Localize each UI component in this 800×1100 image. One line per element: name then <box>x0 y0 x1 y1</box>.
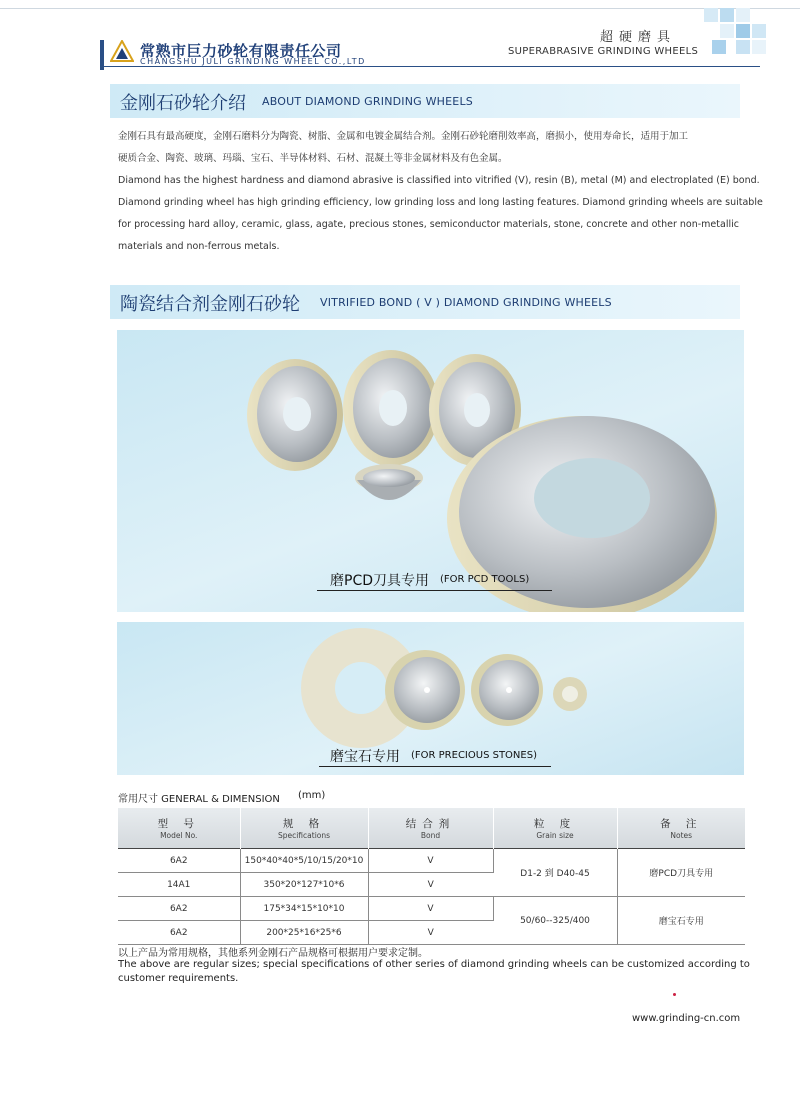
website-link[interactable]: www.grinding-cn.com <box>632 1013 741 1024</box>
company-name-cn: 常熟市巨力砂轮有限责任公司 <box>140 42 342 60</box>
table-header-row <box>118 808 745 849</box>
cell-spec: 150*40*40*5/10/15/20*10 <box>240 849 368 873</box>
pcd-wheels-illustration <box>117 330 744 612</box>
header-grain: 粒 度 Grain size <box>493 808 617 849</box>
footer-note-en: The above are regular sizes; special specifications of other series of diamond grinding wheels can be customized according to customer requirements. <box>118 959 750 984</box>
category-en: SUPERABRASIVE GRINDING WHEELS <box>508 46 699 57</box>
cell-spec: 175*34*15*10*10 <box>240 897 368 921</box>
cell-model: 6A2 <box>118 921 240 945</box>
photo-precious-stones <box>117 622 744 775</box>
company-name-en: CHANGSHU JULI GRINDING WHEEL CO.,LTD <box>140 57 366 66</box>
photo2-caption-rule <box>319 766 551 767</box>
about-text-cn-2: 硬质合金、陶瓷、玻璃、玛瑙、宝石、半导体材料、石材、混凝土等非金属材料及有色金属。 <box>118 153 508 164</box>
photo1-caption-rule <box>317 590 552 591</box>
cell-spec: 200*25*16*25*6 <box>240 921 368 945</box>
cell-notes-1: 磨PCD刀具专用 <box>617 849 745 897</box>
category-cn: 超硬磨具 <box>600 30 677 45</box>
cell-grain-1: D1-2 到 D40-45 <box>493 849 617 897</box>
photo1-caption-en: (FOR PCD TOOLS) <box>440 574 530 585</box>
section-vitrified-header <box>110 285 740 319</box>
header-bond: 结合剂 Bond <box>368 808 493 849</box>
cell-spec: 350*20*127*10*6 <box>240 873 368 897</box>
header-rule <box>100 66 760 67</box>
cell-grain-2: 50/60--325/400 <box>493 897 617 945</box>
photo2-caption-en: (FOR PRECIOUS STONES) <box>411 750 537 761</box>
table-title: 常用尺寸 GENERAL & DIMENSION <box>118 794 280 805</box>
about-text-en-4: materials and non-ferrous metals. <box>118 241 280 252</box>
cell-bond: V <box>368 849 493 873</box>
photo2-caption-cn: 磨宝石专用 <box>330 749 400 765</box>
about-text-en-3: for processing hard alloy, ceramic, glass, agate, precious stones, semiconductor materials, stone, concrete and other non-metallic <box>118 219 739 230</box>
header-model: 型 号 Model No. <box>118 808 240 849</box>
about-paragraph <box>118 126 763 258</box>
section-vitrified-title-en: VITRIFIED BOND ( V ) DIAMOND GRINDING WHEELS <box>320 296 612 309</box>
cell-bond: V <box>368 921 493 945</box>
section-about-title-cn: 金刚石砂轮介绍 <box>120 93 246 114</box>
table-unit: (mm) <box>298 790 326 801</box>
decorative-squares <box>690 8 790 64</box>
cell-bond: V <box>368 873 493 897</box>
dimension-table <box>118 808 745 945</box>
table-row <box>118 897 745 921</box>
section-about-header <box>110 84 740 118</box>
cell-model: 6A2 <box>118 849 240 873</box>
top-rule <box>0 8 800 9</box>
cell-notes-2: 磨宝石专用 <box>617 897 745 945</box>
header-spec: 规 格 Specifications <box>240 808 368 849</box>
table-row <box>118 849 745 873</box>
cell-bond: V <box>368 897 493 921</box>
header-notes: 备 注 Notes <box>617 808 745 849</box>
section-vitrified-title-cn: 陶瓷结合剂金刚石砂轮 <box>120 294 300 315</box>
company-logo-icon <box>110 40 134 64</box>
photo1-caption-cn: 磨PCD刀具专用 <box>330 573 429 589</box>
about-text-cn-1: 金刚石具有最高硬度，金刚石磨料分为陶瓷、树脂、金属和电镀金属结合剂。金刚石砂轮磨削效率高，磨损小，使用寿命长，适用于加工 <box>118 131 689 142</box>
about-text-en-2: Diamond grinding wheel has high grinding efficiency, low grinding loss and long lasting features. Diamond grinding wheels are suitable <box>118 197 763 208</box>
section-about-title-en: ABOUT DIAMOND GRINDING WHEELS <box>262 95 473 108</box>
footer-note-cn: 以上产品为常用规格，其他系列金刚石产品规格可根据用户要求定制。 <box>118 948 428 959</box>
cell-model: 14A1 <box>118 873 240 897</box>
about-text-en-1: Diamond has the highest hardness and diamond abrasive is classified into vitrified (V), resin (B), metal (M) and electroplated (E) bond. <box>118 175 760 186</box>
cell-model: 6A2 <box>118 897 240 921</box>
photo-pcd-tools <box>117 330 744 612</box>
decorative-dot <box>673 993 676 996</box>
